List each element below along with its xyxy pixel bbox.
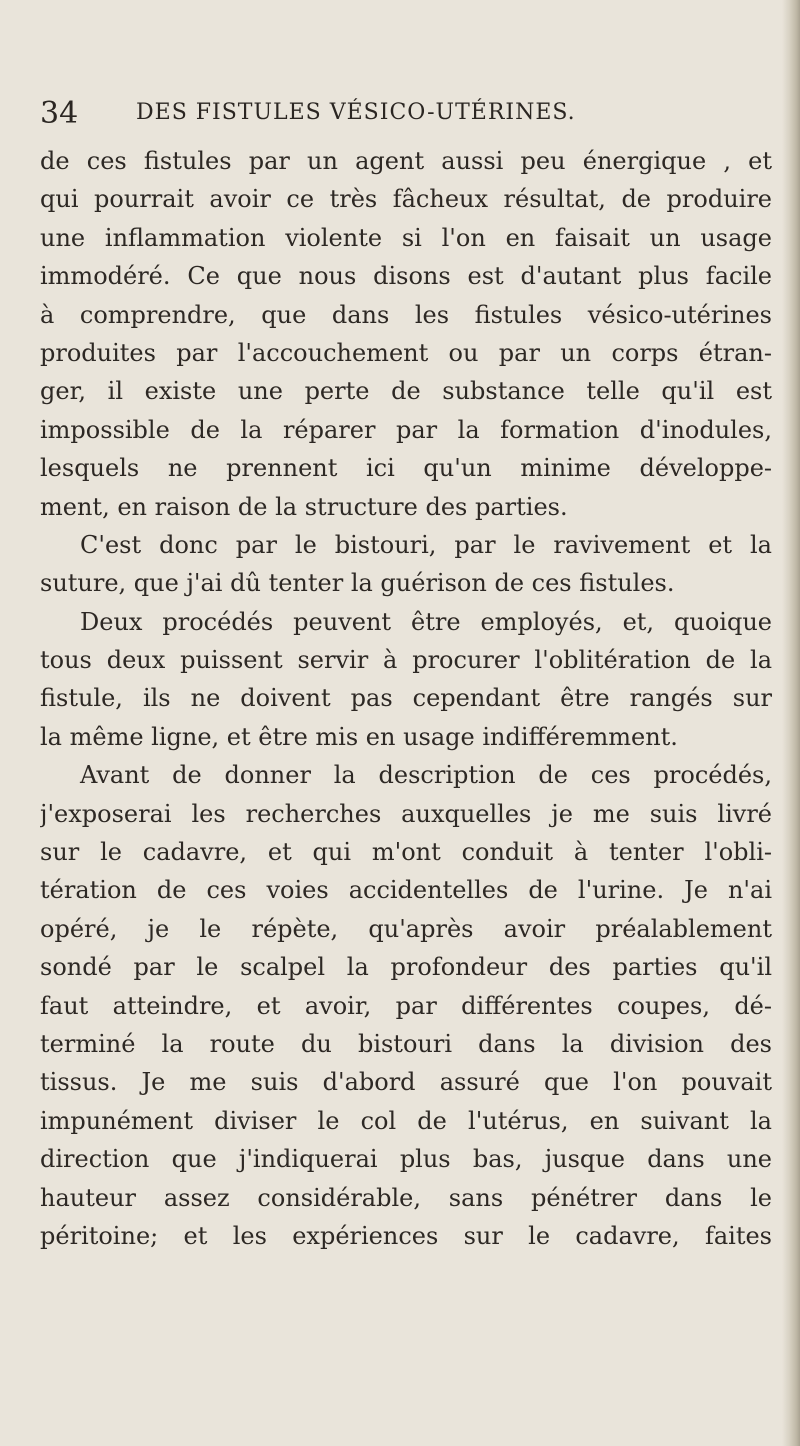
text-line: qui pourrait avoir ce très fâcheux résultat, de produire: [40, 185, 772, 214]
text-line: impunément diviser le col de l'utérus, en suivant la: [40, 1106, 772, 1135]
text-line: C'est donc par le bistouri, par le ravivement et la: [80, 530, 772, 559]
text-line: ment, en raison de la structure des parties.: [40, 492, 568, 521]
page-binding-edge: [782, 0, 800, 1446]
text-line: produites par l'accouchement ou par un corps étran-: [40, 338, 772, 367]
text-line: opéré, je le répète, qu'après avoir préalablement: [40, 914, 772, 943]
text-line: une inflammation violente si l'on en faisait un usage: [40, 223, 772, 252]
text-line: ger, il existe une perte de substance telle qu'il est: [40, 377, 772, 406]
text-line: suture, que j'ai dû tenter la guérison de ces fistules.: [40, 569, 675, 598]
text-line: Deux procédés peuvent être employés, et, quoique: [80, 607, 772, 636]
text-line: tération de ces voies accidentelles de l'urine. Je n'ai: [40, 876, 772, 905]
text-line: terminé la route du bistouri dans la division des: [40, 1029, 772, 1058]
text-line: tissus. Je me suis d'abord assuré que l'on pouvait: [40, 1068, 772, 1097]
text-line: direction que j'indiquerai plus bas, jusque dans une: [40, 1145, 772, 1174]
text-line: fistule, ils ne doivent pas cependant être rangés sur: [40, 684, 772, 713]
text-line: Avant de donner la description de ces procédés,: [80, 761, 772, 790]
page-number: 34: [40, 96, 79, 131]
text-line: la même ligne, et être mis en usage indifféremment.: [40, 722, 678, 751]
text-line: faut atteindre, et avoir, par différentes coupes, dé-: [40, 991, 772, 1020]
page-header: [40, 96, 760, 136]
text-line: impossible de la réparer par la formation d'inodules,: [40, 415, 772, 444]
running-title: DES FISTULES VÉSICO-UTÉRINES.: [136, 100, 576, 125]
text-line: lesquels ne prennent ici qu'un minime développe-: [40, 454, 772, 483]
body-text: [40, 142, 772, 1255]
text-line: immodéré. Ce que nous disons est d'autant plus facile: [40, 262, 772, 291]
text-line: de ces fistules par un agent aussi peu énergique , et: [40, 147, 772, 175]
text-line: j'exposerai les recherches auxquelles je me suis livré: [40, 799, 772, 828]
text-line: à comprendre, que dans les fistules vésico-utérines: [40, 300, 772, 329]
text-line: sondé par le scalpel la profondeur des parties qu'il: [40, 953, 772, 982]
text-line: sur le cadavre, et qui m'ont conduit à tenter l'obli-: [40, 838, 772, 867]
text-line: péritoine; et les expériences sur le cadavre, faites: [40, 1221, 772, 1250]
text-line: hauteur assez considérable, sans pénétrer dans le: [40, 1183, 772, 1212]
text-line: tous deux puissent servir à procurer l'oblitération de la: [40, 646, 772, 675]
